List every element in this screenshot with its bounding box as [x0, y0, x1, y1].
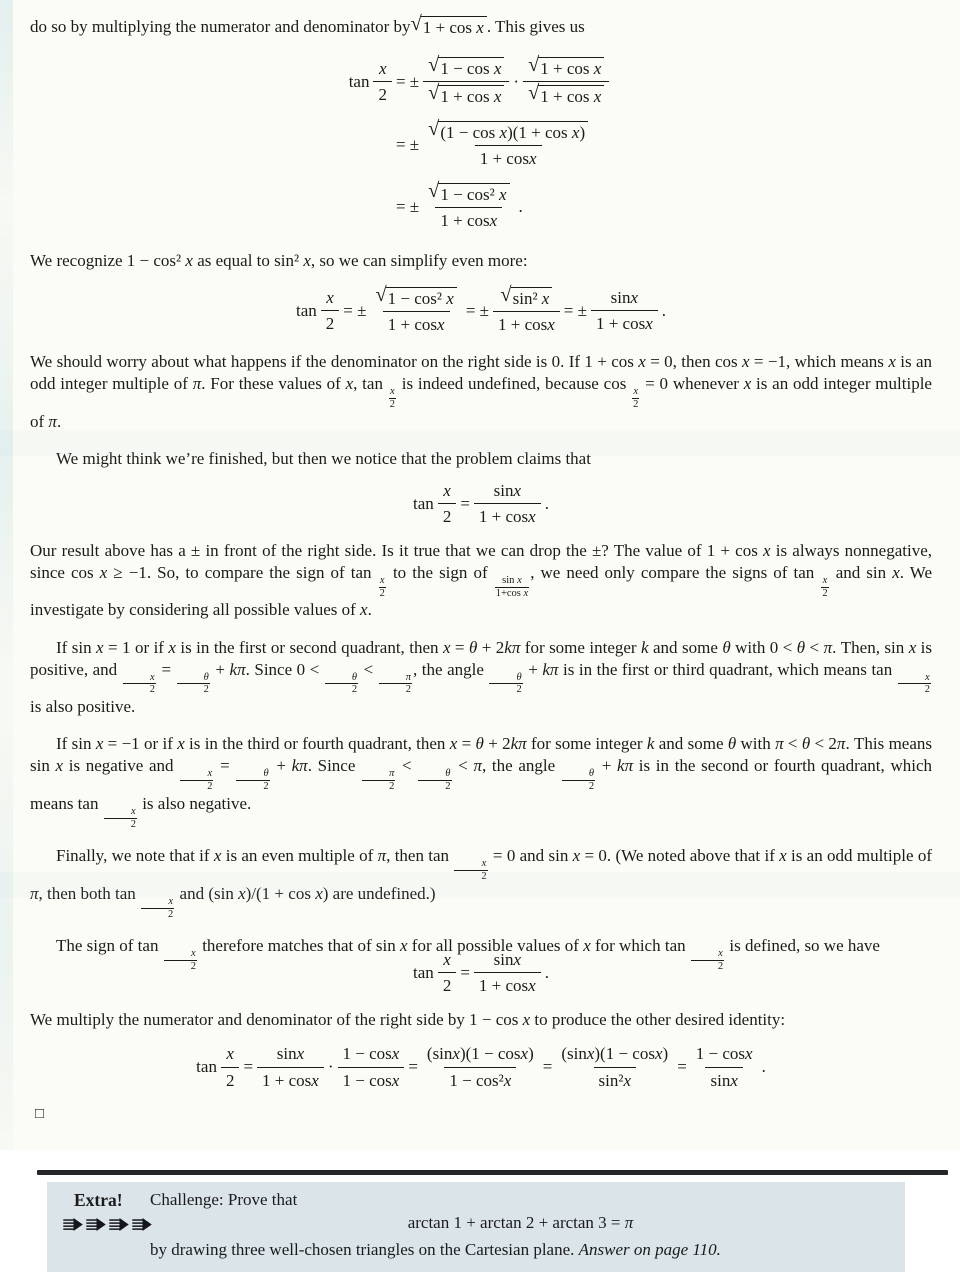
display-equation-5: tan $\frac{x}{2}$ = sin x 1 + cos x · 1 − cos x 1 − cos x = (sin x )(1 − cos x ) 1 − cos² x = (sin x )(1 − cos x ) sin² x = 1 − cos x sin x .: [196, 1044, 766, 1090]
paragraph-multiply: We multiply the numerator and denominator of the right side by 1 − cos x to produce the other desired identity:: [30, 1009, 786, 1029]
extra-label: Extra!: [74, 1190, 123, 1211]
extra-equation: arctan 1 + arctan 2 + arctan 3 = π: [407, 1213, 634, 1233]
extra-closing: [150, 1240, 891, 1260]
paragraph-finally: Finally, we note that if x is an even multiple of π, then tan $\frac{x}{2}$ = 0 and sin x = 0. (We noted above that if x is an odd multiple of π, then both tan $\frac{x}{2}$ and (sin x)/(1 + cos x) are undefined.): [30, 846, 932, 920]
extra-closing-text: by drawing three well-chosen triangles on the Cartesian plane.: [150, 1240, 579, 1260]
display-equation-3: tan $\frac{x}{2}$ = sin x 1 + cos x .: [413, 480, 549, 527]
extra-arrows-icon: [63, 1218, 153, 1231]
striped-arrow-icon: [132, 1218, 153, 1231]
paragraph-third-fourth-quadrant: If sin x = −1 or if x is in the third or fourth quadrant, then x = θ + 2kπ for some integer k and some θ with π < θ < 2π. This means sin x is negative and $\frac{x}{2}$ = $\frac{\theta}{2}$ + kπ. Since $\frac{\pi}{2}$ < $\frac{\theta}{2}$ < π, the angle $\frac{\theta}{2}$ + kπ is in the second or fourth quadrant, which means tan $\frac{x}{2}$ is also negative.: [30, 734, 933, 830]
proof-end-mark: □: [35, 1106, 45, 1123]
extra-top-rule: [37, 1170, 948, 1175]
extra-answer-ref: Answer on page 110.: [578, 1240, 721, 1260]
extra-box: [47, 1182, 905, 1272]
display-equation-1: tan $\frac{x}{2}$ = ± √ 1 − cos x √ 1 + cos x · √ 1 + cos x √ 1 + cos x = ± √ (1 − cos x)(1 + cos x) 1 + cos x = ± √ 1 − cos² x 1 + cos x .: [30, 56, 932, 232]
paragraph-worry: We should worry about what happens if the denominator on the right side is 0. If 1 + cos x = 0, then cos x = −1, which means x is an odd integer multiple of π. For these values of x, tan $\frac{x}{2}$ is indeed undefined, because cos $\frac{x}{2}$ = 0 whenever x is an odd integer multiple of π.: [30, 352, 932, 431]
extra-challenge-lead: Challenge: Prove that: [150, 1190, 298, 1210]
striped-arrow-icon: [86, 1218, 107, 1231]
paragraph-sign-matches: The sign of tan $\frac{x}{2}$ therefore matches that of sin x for all possible values of x for which tan $\frac{x}{2}$ is defined, so we have: [56, 936, 880, 973]
paragraph-recognize: We recognize 1 − cos² x as equal to sin² x, so we can simplify even more:: [30, 250, 528, 270]
striped-arrow-icon: [63, 1218, 84, 1231]
paragraph-first-second-quadrant: If sin x = 1 or if x is in the first or second quadrant, then x = θ + 2kπ for some integer k and some θ with 0 < θ < π. Then, sin x is positive, and $\frac{x}{2}$ = $\frac{\theta}{2}$ + kπ. Since 0 < $\frac{\theta}{2}$ < $\frac{\pi}{2}$ , the angle $\frac{\theta}{2}$ + kπ is in the first or third quadrant, which means tan $\frac{x}{2}$ is also positive.: [30, 637, 933, 717]
scan-tint-artifact: [0, 0, 13, 1150]
display-equation-4: tan $\frac{x}{2}$ = sin x 1 + cos x .: [413, 949, 549, 996]
intro-line: do so by multiplying the numerator and denominator by √ 1 + cos x . This gives us: [30, 13, 585, 37]
paragraph-our-result: Our result above has a ± in front of the right side. Is it true that we can drop the ±? The value of 1 + cos x is always nonnegative, since cos x ≥ −1. So, to compare the sign of tan $\frac{x}{2}$ to the sign of $\frac{\text{sin x}}{\text{1+cos x}}$ , we need only compare the signs of tan $\frac{x}{2}$ and sin x. We investigate by considering all possible values of x.: [30, 540, 933, 620]
striped-arrow-icon: [109, 1218, 130, 1231]
extra-section: [30, 1170, 932, 1272]
paragraph-might-think: We might think we’re finished, but then we notice that the problem claims that: [56, 448, 591, 468]
display-equation-2: tan $\frac{x}{2}$ = ± √ 1 − cos² x 1 + cos x = ± √ sin² x 1 + cos x = ± sin x 1 + cos x .: [296, 283, 666, 335]
